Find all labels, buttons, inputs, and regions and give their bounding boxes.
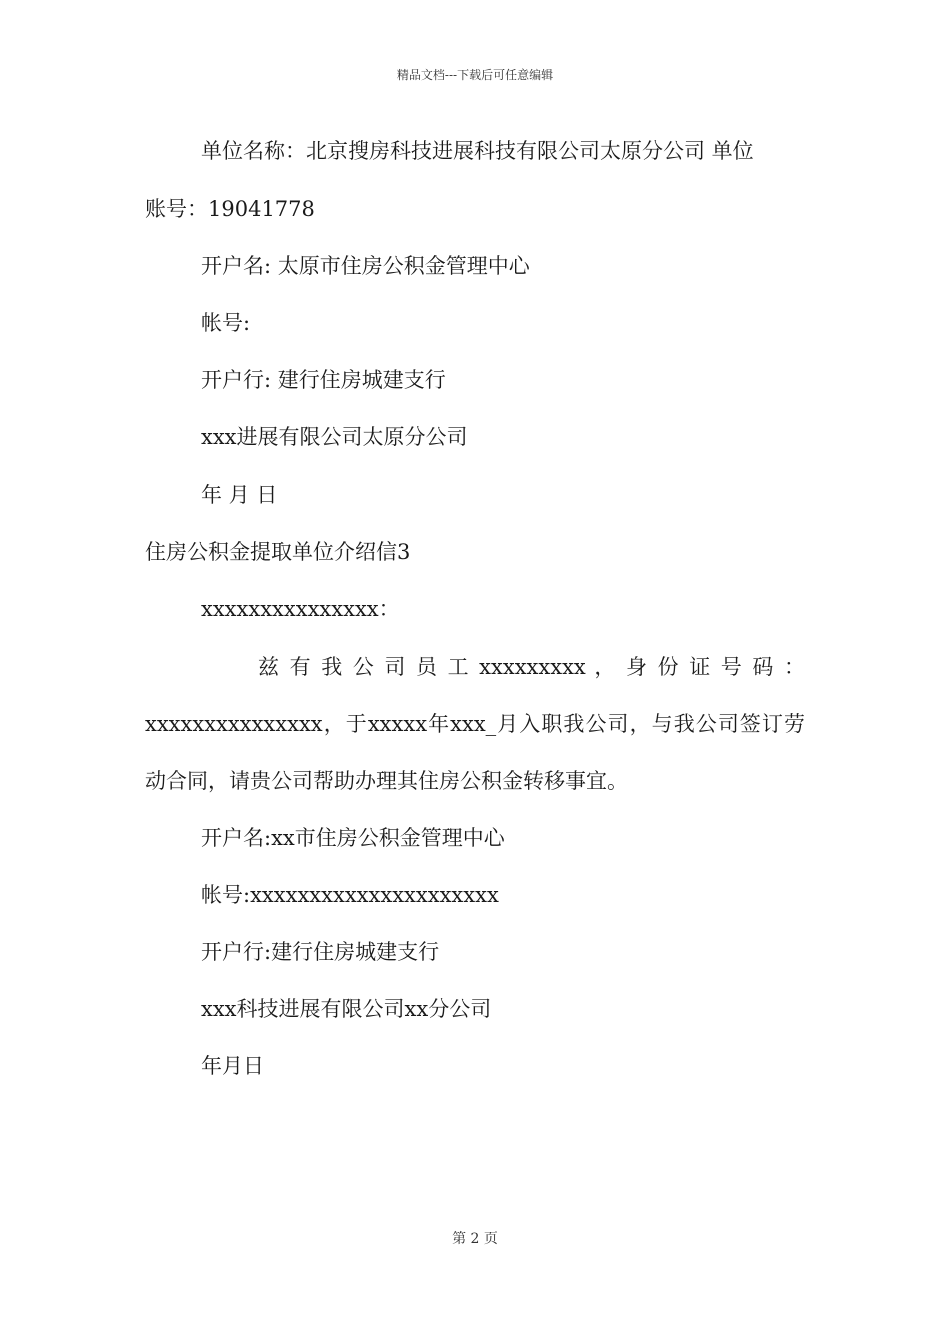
body-line-2: xxxxxxxxxxxxxxx，于xxxxx年xxx_月入职我公司，与我公司签订劳 bbox=[145, 712, 805, 736]
page-header: 精品文档---下载后可任意编辑 bbox=[396, 68, 554, 82]
body-line-1: 兹 有 我 公 司 员 工 xxxxxxxxx ， 身 份 证 号 码 ： bbox=[258, 655, 805, 679]
date-line-2: 年月日 bbox=[201, 1054, 264, 1078]
account-holder-line-2: 开户名:xx市住房公积金管理中心 bbox=[201, 826, 505, 850]
company-signature-line: xxx进展有限公司太原分公司 bbox=[201, 425, 468, 449]
bank-line: 开户行: 建行住房城建支行 bbox=[201, 368, 446, 392]
page-number: 第 2 页 bbox=[452, 1231, 498, 1247]
account-number-line-2: 帐号:xxxxxxxxxxxxxxxxxxxxx bbox=[201, 883, 499, 907]
salutation-line: xxxxxxxxxxxxxxx： bbox=[201, 597, 400, 621]
unit-account-line: 账号：19041778 bbox=[145, 197, 315, 221]
body-line-3: 动合同，请贵公司帮助办理其住房公积金转移事宜。 bbox=[145, 769, 628, 793]
bank-line-2: 开户行:建行住房城建支行 bbox=[201, 940, 440, 964]
unit-name-line: 单位名称：北京搜房科技进展科技有限公司太原分公司 单位 bbox=[201, 139, 754, 163]
account-number-line: 帐号: bbox=[201, 311, 251, 335]
section-title: 住房公积金提取单位介绍信3 bbox=[145, 540, 411, 564]
company-signature-line-2: xxx科技进展有限公司xx分公司 bbox=[201, 997, 492, 1021]
account-holder-line: 开户名: 太原市住房公积金管理中心 bbox=[201, 254, 530, 278]
date-line: 年 月 日 bbox=[201, 483, 278, 507]
